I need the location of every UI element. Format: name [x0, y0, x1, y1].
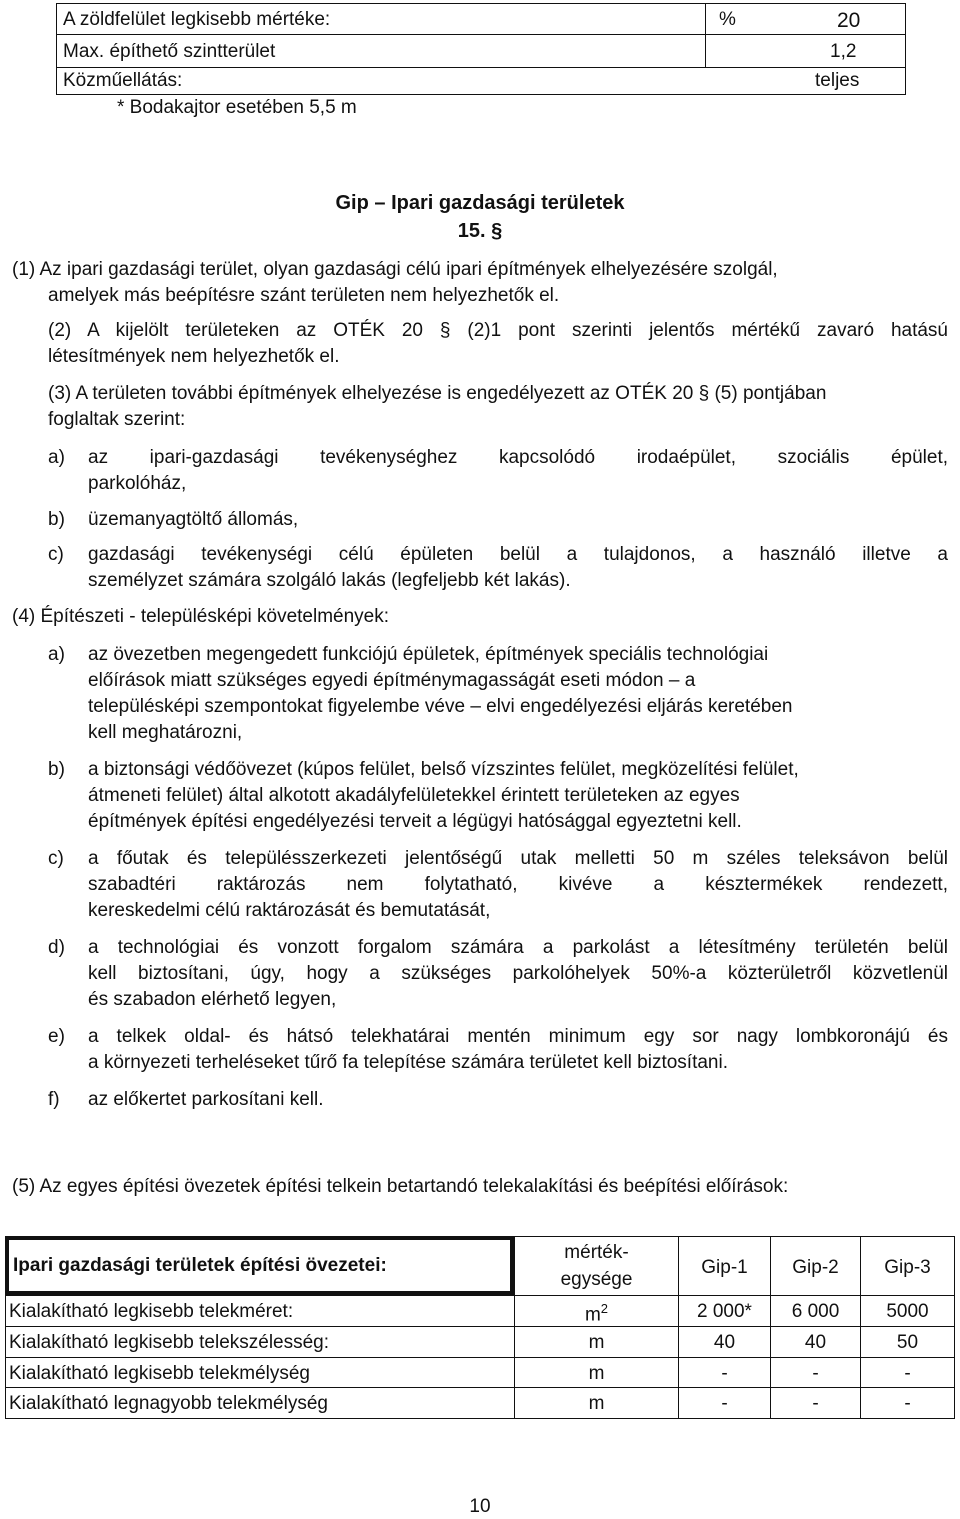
p3-item-a-line-1: az ipari-gazdasági tevékenységhez kapcsolódó irodaépület, szociális épület, [88, 447, 948, 468]
row-3-unit: m [588, 1363, 605, 1384]
row-3-gip-3: - [904, 1363, 911, 1384]
p4-item-b-line-1: a biztonsági védőövezet (kúpos felület, belső vízszintes felület, megközelítési felület, [88, 759, 799, 780]
p4-item-f-line-1: az előkertet parkosítani kell. [88, 1089, 324, 1110]
section-number: 15. § [457, 220, 503, 242]
row-1-gip-2: 6 000 [791, 1301, 840, 1322]
row-4-gip-1: - [721, 1393, 728, 1414]
utilities-value: teljes [815, 70, 860, 91]
paragraph-4-heading: (4) Építészeti - településképi követelmények: [12, 606, 390, 627]
paragraph-2-line-1: (2) A kijelölt területeken az OTÉK 20 § (2)1 pont szerinti jelentős mértékű zavaró hatású [48, 320, 948, 341]
page-number: 10 [469, 1496, 491, 1517]
footnote: * Bodakajtor esetében 5,5 m [117, 97, 357, 118]
row-3-gip-1: - [721, 1363, 728, 1384]
paragraph-2-line-2: létesítmények nem helyezhetők el. [48, 346, 340, 367]
p4-item-d-line-1: a technológiai és vonzott forgalom számára a parkolást a létesítmény területén belül [88, 937, 948, 958]
paragraph-1-line-2: amelyek más beépítésre szánt területen nem helyezhetők el. [48, 285, 560, 306]
floor-area-value: 1,2 [830, 41, 857, 62]
section-title: Gip – Ipari gazdasági területek [335, 192, 625, 214]
row-2-gip-1: 40 [713, 1332, 736, 1353]
zoning-regulations-table [5, 1236, 955, 1420]
p3-item-c-line-1: gazdasági tevékenységi célú épületen belül a tulajdonos, a használó illetve a [88, 544, 948, 565]
p3-item-b-marker: b) [48, 509, 65, 530]
table-header-unit-line-2: egysége [560, 1269, 633, 1290]
p4-item-b-line-2: átmeneti felület) által alkotott akadályfelületekkel érintett területeken az egyes [88, 785, 740, 806]
green-area-unit: % [719, 9, 736, 30]
table-header-gip-2: Gip-2 [792, 1257, 839, 1278]
row-2-unit: m [588, 1332, 605, 1353]
p4-item-e-marker: e) [48, 1026, 65, 1047]
p4-item-d-line-2: kell biztosítani, úgy, hogy a szükséges parkolóhelyek 50%-a közterületről közvetlenül [88, 963, 948, 984]
row-2-gip-3: 50 [896, 1332, 919, 1353]
green-area-value: 20 [837, 9, 861, 32]
row-1-label: Kialakítható legkisebb telekméret: [9, 1301, 294, 1322]
row-3-gip-2: - [812, 1363, 819, 1384]
p4-item-e-line-2: a környezeti terheléseket tűrő fa telepítése számára területet kell biztosítani. [88, 1052, 728, 1073]
p4-item-a-marker: a) [48, 644, 65, 665]
paragraph-1-line-1: (1) Az ipari gazdasági terület, olyan gazdasági célú ipari építmények elhelyezésére szolgál, [12, 259, 778, 280]
p4-item-c-marker: c) [48, 848, 64, 869]
p3-item-a-line-2: parkolóház, [88, 473, 187, 494]
row-1-gip-1: 2 000* [697, 1301, 752, 1322]
utilities-label: Közműellátás: [63, 70, 183, 91]
paragraph-3-line-1: (3) A területen további építmények elhelyezése is engedélyezett az OTÉK 20 § (5) pontjában [48, 383, 827, 404]
row-1-unit: $m^2$ [584, 1301, 609, 1326]
p4-item-a-line-2: előírások miatt szükséges egyedi építménymagasságát eseti módon – a [88, 670, 696, 691]
p4-item-d-line-3: és szabadon elérhető legyen, [88, 989, 337, 1010]
row-2-gip-2: 40 [804, 1332, 827, 1353]
p4-item-f-marker: f) [48, 1089, 60, 1110]
p4-item-c-line-3: kereskedelmi célú raktározását és bemutatását, [88, 900, 491, 921]
table-header-title: Ipari gazdasági területek építési övezetei: [13, 1255, 387, 1276]
p3-item-b-line-1: üzemanyagtöltő állomás, [88, 509, 299, 530]
row-4-unit: m [588, 1393, 605, 1414]
row-3-label: Kialakítható legkisebb telekmélység [9, 1363, 311, 1384]
p4-item-a-line-1: az övezetben megengedett funkciójú épületek, építmények speciális technológiai [88, 644, 769, 665]
row-4-label: Kialakítható legnagyobb telekmélység [9, 1393, 328, 1414]
p4-item-a-line-3: településképi szempontokat figyelembe véve – elvi engedélyezési eljárás keretében [88, 696, 793, 717]
p4-item-b-marker: b) [48, 759, 65, 780]
p4-item-b-line-3: építmények építési engedélyezési terveit a légügyi hatósággal egyeztetni kell. [88, 811, 742, 832]
green-area-label: A zöldfelület legkisebb mértéke: [63, 9, 331, 30]
table-header-unit-line-1: mérték- [564, 1242, 629, 1263]
paragraph-5: (5) Az egyes építési övezetek építési telkein betartandó telekalakítási és beépítési előírások: [12, 1176, 789, 1197]
p4-item-e-line-1: a telkek oldal- és hátsó telekhatárai mentén minimum egy sor nagy lombkoronájú és [88, 1026, 948, 1047]
table-header-gip-3: Gip-3 [884, 1257, 931, 1278]
row-4-gip-3: - [904, 1393, 911, 1414]
p4-item-c-line-2: szabadtéri raktározás nem folytatható, kivéve a késztermékek rendezett, [88, 874, 948, 895]
floor-area-label: Max. építhető szintterület [63, 41, 276, 62]
p4-item-a-line-4: kell meghatározni, [88, 722, 243, 743]
table-header-gip-1: Gip-1 [701, 1257, 748, 1278]
p4-item-d-marker: d) [48, 937, 65, 958]
row-2-label: Kialakítható legkisebb telekszélesség: [9, 1332, 330, 1353]
row-1-gip-3: 5000 [886, 1301, 929, 1322]
p3-item-a-marker: a) [48, 447, 65, 468]
p4-item-c-line-1: a főutak és településszerkezeti jelentőségű utak melletti 50 m széles teleksávon belül [88, 848, 948, 869]
p3-item-c-line-2: személyzet számára szolgáló lakás (legfeljebb két lakás). [88, 570, 571, 591]
zoning-values-table [56, 3, 906, 95]
row-4-gip-2: - [812, 1393, 819, 1414]
paragraph-3-line-2: foglaltak szerint: [48, 409, 186, 430]
p3-item-c-marker: c) [48, 544, 64, 565]
